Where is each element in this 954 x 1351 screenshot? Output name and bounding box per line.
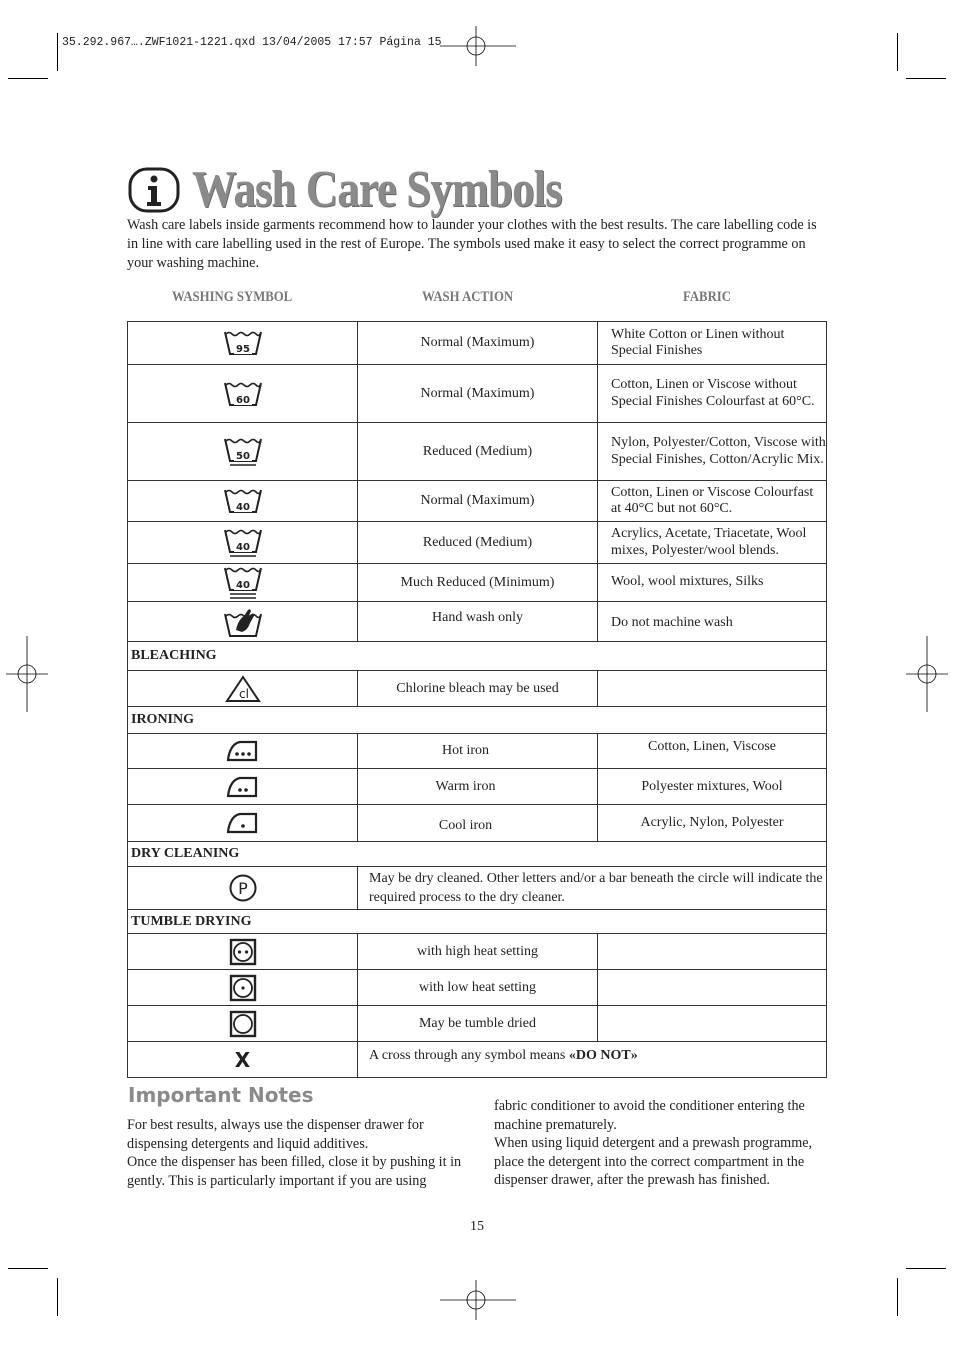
section-heading: TUMBLE DRYING <box>128 910 827 934</box>
symbol-cell <box>128 1042 358 1078</box>
symbol-cell <box>128 1006 358 1042</box>
action-cell: Reduced (Medium) <box>358 423 598 481</box>
do-not-label: «DO NOT» <box>568 1048 638 1063</box>
temp-label: 40 <box>235 502 250 513</box>
care-symbols-table <box>127 321 827 1078</box>
section-heading: DRY CLEANING <box>128 842 827 867</box>
section-heading: IRONING <box>128 707 827 734</box>
registration-mark-right <box>906 636 948 712</box>
cross-icon: X <box>234 1047 251 1072</box>
action-cell: Normal (Maximum) <box>358 365 598 423</box>
table-row <box>128 671 827 707</box>
symbol-cell <box>128 734 358 769</box>
registration-mark-left <box>6 636 48 712</box>
iron-cool-icon <box>226 810 260 836</box>
cross-note-cell <box>358 1042 827 1078</box>
wash-tub-icon <box>224 488 262 514</box>
action-cell: Chlorine bleach may be used <box>358 671 598 707</box>
dry-clean-label: P <box>237 879 248 898</box>
table-row <box>128 867 827 910</box>
fabric-cell: Acrylics, Acetate, Triacetate, Wool mixes, Polyester/wool blends. <box>598 522 827 564</box>
important-notes-title: Important Notes <box>128 1083 314 1107</box>
crop-mark <box>897 1278 898 1316</box>
column-header-fabric: FABRIC <box>683 289 731 305</box>
bleach-label: cl <box>238 686 249 701</box>
iron-warm-icon <box>226 774 260 800</box>
action-cell: Much Reduced (Minimum) <box>358 564 598 602</box>
symbol-cell <box>128 522 358 564</box>
column-header-symbol: WASHING SYMBOL <box>172 289 293 305</box>
action-cell: Warm iron <box>358 769 598 805</box>
table-row <box>128 1006 827 1042</box>
registration-mark-top <box>440 26 516 66</box>
section-heading: BLEACHING <box>128 642 827 671</box>
table-row <box>128 970 827 1006</box>
fabric-cell: Acrylic, Nylon, Polyester <box>598 805 827 842</box>
hand-wash-icon <box>224 606 262 638</box>
temp-label: 60 <box>235 394 250 406</box>
notes-right-column: fabric conditioner to avoid the conditioner entering the machine prematurely. When using liquid detergent and a prewash programme, place the detergent into the correct compartment in the dispenser drawer, after the prewash has finished. <box>494 1098 813 1188</box>
crop-mark <box>57 1278 58 1316</box>
section-row-tumble-drying <box>128 910 827 934</box>
wash-tub-icon <box>224 566 262 600</box>
temp-label: 40 <box>235 579 250 591</box>
fabric-cell <box>598 1006 827 1042</box>
wash-tub-icon <box>224 381 262 407</box>
symbol-cell <box>128 671 358 707</box>
info-icon <box>128 166 180 214</box>
fabric-cell: Do not machine wash <box>598 602 827 642</box>
wash-tub-icon <box>224 330 262 356</box>
crop-mark <box>57 33 58 71</box>
action-cell: Reduced (Medium) <box>358 522 598 564</box>
table-row <box>128 423 827 481</box>
section-row-bleaching <box>128 642 827 671</box>
table-row <box>128 769 827 805</box>
symbol-cell <box>128 481 358 522</box>
table-row <box>128 805 827 842</box>
table-row <box>128 602 827 642</box>
crop-mark <box>906 78 946 79</box>
wash-tub-icon <box>224 437 262 467</box>
action-cell: Hot iron <box>358 734 598 769</box>
crop-mark <box>906 1268 946 1269</box>
symbol-cell <box>128 867 358 910</box>
table-row <box>128 734 827 769</box>
table-row <box>128 522 827 564</box>
symbol-cell <box>128 365 358 423</box>
tumble-low-icon <box>229 974 257 1002</box>
cross-note-text: A cross through any symbol means <box>369 1048 569 1063</box>
dry-clean-circle-icon <box>228 873 258 903</box>
section-row-dry-cleaning <box>128 842 827 867</box>
intro-paragraph: Wash care labels inside garments recommend how to launder your clothes with the best results. The care labelling code is in line with care labelling used in the rest of Europe. The symbols used make it easy to select the correct programme on your washing machine. <box>127 217 817 271</box>
table-row <box>128 365 827 423</box>
table-row <box>128 564 827 602</box>
temp-label: 50 <box>235 450 250 462</box>
print-slug: 35.292.967….ZWF1021-1221.qxd 13/04/2005 17:57 Página 15 <box>62 36 442 49</box>
table-row <box>128 322 827 365</box>
section-row-ironing <box>128 707 827 734</box>
bleach-triangle-icon <box>225 675 261 703</box>
action-cell: Hand wash only <box>358 602 598 642</box>
column-header-action: WASH ACTION <box>422 289 514 305</box>
fabric-cell: Nylon, Polyester/Cotton, Viscose with Special Finishes, Cotton/Acrylic Mix. <box>598 423 827 481</box>
action-cell: Normal (Maximum) <box>358 322 598 365</box>
crop-mark <box>897 33 898 71</box>
notes-left-column: For best results, always use the dispenser drawer for dispensing detergents and liquid additives. Once the dispenser has been filled, close it by pushing it in gently. This is particularly important if you are using <box>127 1117 462 1189</box>
action-cell: Normal (Maximum) <box>358 481 598 522</box>
table-row <box>128 1042 827 1078</box>
fabric-cell <box>598 934 827 970</box>
symbol-cell <box>128 934 358 970</box>
action-cell: with high heat setting <box>358 934 598 970</box>
tumble-dry-icon <box>229 1010 257 1038</box>
symbol-cell <box>128 769 358 805</box>
symbol-cell <box>128 970 358 1006</box>
fabric-cell: Cotton, Linen, Viscose <box>598 734 827 769</box>
fabric-cell: Cotton, Linen or Viscose without Special Finishes Colourfast at 60°C. <box>598 365 827 423</box>
iron-hot-icon <box>226 738 260 764</box>
dry-clean-text: May be dry cleaned. Other letters and/or a bar beneath the circle will indicate the required process to the dry cleaner. <box>358 867 827 910</box>
fabric-cell: Cotton, Linen or Viscose Colourfast at 40°C but not 60°C. <box>598 481 827 522</box>
page-title: Wash Care Symbols <box>192 161 562 218</box>
action-cell: May be tumble dried <box>358 1006 598 1042</box>
crop-mark <box>8 1268 48 1269</box>
page-number: 15 <box>470 1219 484 1234</box>
fabric-cell <box>598 970 827 1006</box>
fabric-cell: Wool, wool mixtures, Silks <box>598 564 827 602</box>
title-block <box>128 160 622 219</box>
table-row <box>128 481 827 522</box>
symbol-cell <box>128 423 358 481</box>
symbol-cell <box>128 564 358 602</box>
action-cell: Cool iron <box>358 805 598 842</box>
tumble-high-icon <box>229 938 257 966</box>
fabric-cell: Polyester mixtures, Wool <box>598 769 827 805</box>
symbol-cell <box>128 322 358 365</box>
table-row <box>128 934 827 970</box>
fabric-cell <box>598 671 827 707</box>
registration-mark-bottom <box>440 1280 516 1320</box>
symbol-cell <box>128 602 358 642</box>
wash-tub-icon <box>224 528 262 558</box>
fabric-cell: White Cotton or Linen without Special Finishes <box>598 322 827 365</box>
temp-label: 40 <box>235 541 250 553</box>
action-cell: with low heat setting <box>358 970 598 1006</box>
symbol-cell <box>128 805 358 842</box>
temp-label: 95 <box>235 344 250 355</box>
crop-mark <box>8 78 48 79</box>
